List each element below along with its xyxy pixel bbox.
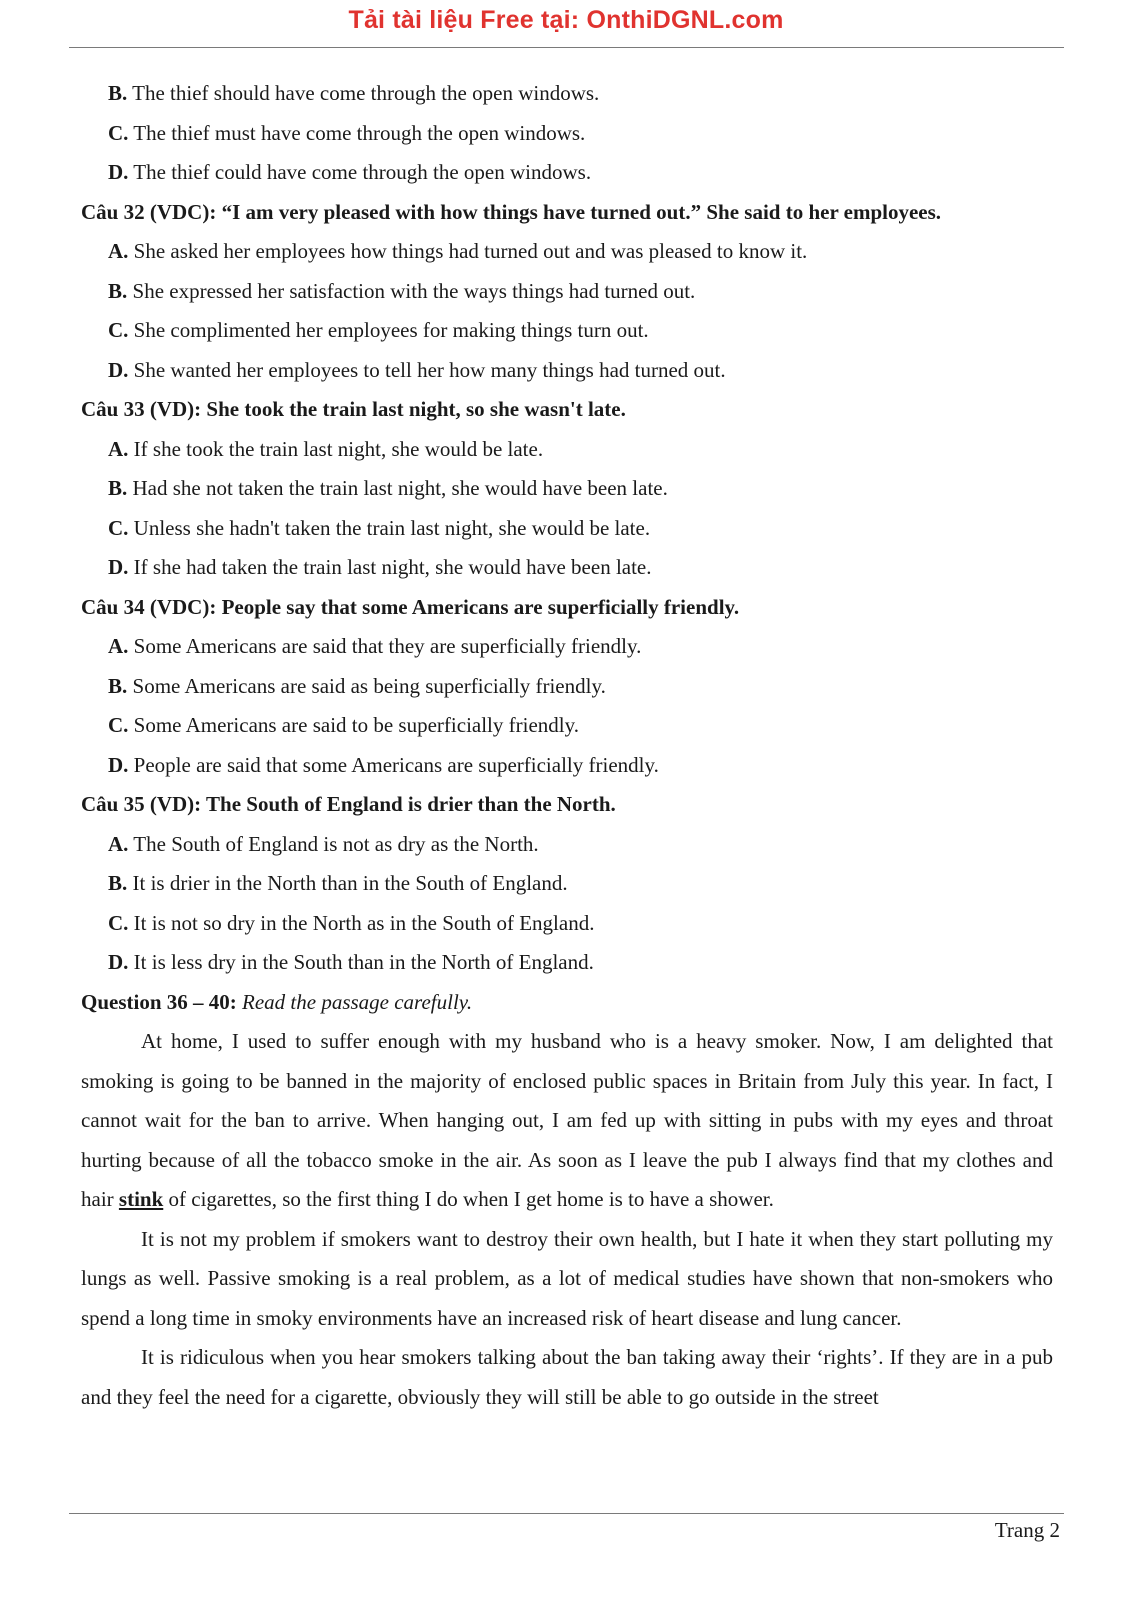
q33-option-d: D. If she had taken the train last night, she would have been late. bbox=[108, 555, 652, 579]
q34-option-a: A. Some Americans are said that they are superficially friendly. bbox=[108, 634, 642, 658]
footer-divider bbox=[69, 1513, 1064, 1514]
highlighted-word: stink bbox=[118, 1187, 164, 1211]
passage-paragraph-2: It is not my problem if smokers want to destroy their own health, but I hate it when they start polluting my lungs as well. Passive smoking is a real problem, as a lot of medical studies have shown that non-smokers who spend a long time in smoky environments have an increased risk of heart disease and lung cancer. bbox=[81, 1226, 1053, 1330]
q33-option-a: A. If she took the train last night, she would be late. bbox=[108, 436, 544, 461]
q34-stem: Câu 34 (VDC): People say that some Americans are superficially friendly. bbox=[81, 594, 740, 619]
q31-option-b: B. The thief should have come through the open windows. bbox=[108, 81, 600, 105]
q34-option-d: D. People are said that some Americans are superficially friendly. bbox=[108, 752, 659, 777]
page-number: Trang 2 bbox=[994, 1518, 1060, 1542]
page-content bbox=[81, 74, 1053, 1417]
q32-stem: Câu 32 (VDC): “I am very pleased with how things have turned out.” She said to her employees. bbox=[81, 199, 942, 224]
section-label: Question 36 – 40: bbox=[81, 989, 237, 1014]
q33-option-b: B. Had she not taken the train last night, she would have been late. bbox=[108, 476, 668, 500]
header-divider bbox=[69, 47, 1064, 48]
q35-option-d: D. It is less dry in the South than in the North of England. bbox=[108, 950, 594, 974]
section-instruction: Read the passage carefully. bbox=[242, 989, 473, 1014]
passage-paragraph-3: It is ridiculous when you hear smokers talking about the ban taking away their ‘rights’. If they are in a pub and they feel the need for a cigarette, obviously they will still be able to go outside in the street bbox=[81, 1345, 1053, 1409]
q35-stem: Câu 35 (VD): The South of England is drier than the North. bbox=[81, 792, 616, 816]
q31-option-d: D. The thief could have come through the open windows. bbox=[108, 160, 592, 184]
q32-option-d: D. She wanted her employees to tell her how many things had turned out. bbox=[108, 357, 726, 382]
q31-option-c: C. The thief must have come through the open windows. bbox=[108, 120, 586, 145]
header-banner[interactable]: Tải tài liệu Free tại: OnthiDGNL.com bbox=[348, 6, 784, 34]
q32-option-a: A. She asked her employees how things had turned out and was pleased to know it. bbox=[108, 239, 808, 263]
q33-stem: Câu 33 (VD): She took the train last night, so she wasn't late. bbox=[81, 397, 626, 421]
q34-option-b: B. Some Americans are said as being superficially friendly. bbox=[108, 673, 606, 698]
passage-paragraph-1: At home, I used to suffer enough with my husband who is a heavy smoker. Now, I am delighted that smoking is going to be banned in the majority of enclosed public spaces in Britain from July this year. In fact, I cannot wait for the ban to arrive. When hanging out, I am fed up with sitting in pubs with my eyes and throat hurting because of all the tobacco smoke in the air. As soon as I leave the pub I always find that my clothes and hair stink of cigarettes, so the first thing I do when I get home is to have a shower. bbox=[81, 1029, 1053, 1211]
q32-option-c: C. She complimented her employees for making things turn out. bbox=[108, 318, 649, 342]
q32-option-b: B. She expressed her satisfaction with the ways things had turned out. bbox=[108, 278, 696, 303]
q34-option-c: C. Some Americans are said to be superficially friendly. bbox=[108, 713, 579, 737]
q33-option-c: C. Unless she hadn't taken the train last night, she would be late. bbox=[108, 515, 651, 540]
q35-option-a: A. The South of England is not as dry as the North. bbox=[108, 831, 539, 856]
q35-option-b: B. It is drier in the North than in the South of England. bbox=[108, 871, 568, 895]
q35-option-c: C. It is not so dry in the North as in the South of England. bbox=[108, 910, 595, 935]
section-heading bbox=[81, 983, 1053, 1023]
